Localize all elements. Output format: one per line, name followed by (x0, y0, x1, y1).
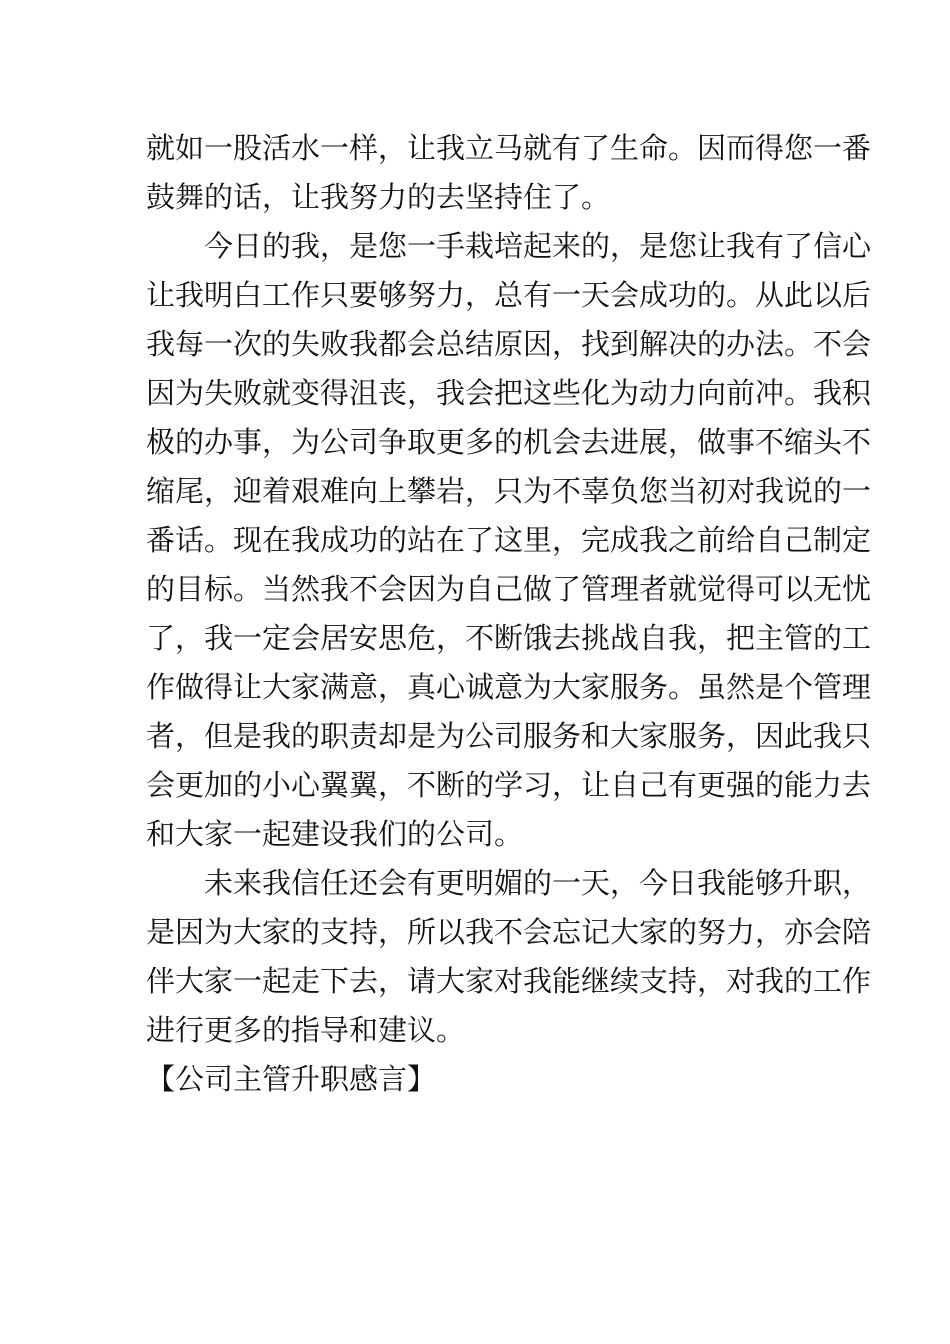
paragraph-2 (146, 222, 872, 859)
text-line: 我每一次的失败我都会总结原因，找到解决的办法。不会 (146, 327, 872, 361)
document-body (146, 124, 872, 1104)
text-line: 未来我信任还会有更明媚的一天，今日我能够升职， (204, 866, 872, 900)
text-line: 就如一股活水一样，让我立马就有了生命。因而得您一番 (146, 131, 872, 165)
text-line: 会更加的小心翼翼，不断的学习，让自己有更强的能力去 (146, 768, 872, 802)
text-line: 了，我一定会居安思危，不断饿去挑战自我，把主管的工 (146, 621, 872, 655)
text-line: 今日的我，是您一手栽培起来的，是您让我有了信心 (204, 229, 872, 263)
text-line: 缩尾，迎着艰难向上攀岩，只为不辜负您当初对我说的一 (146, 474, 872, 508)
text-line: 作做得让大家满意，真心诚意为大家服务。虽然是个管理 (146, 670, 872, 704)
text-line: 让我明白工作只要够努力，总有一天会成功的。从此以后 (146, 278, 872, 312)
text-line: 因为失败就变得沮丧，我会把这些化为动力向前冲。我积 (146, 376, 872, 410)
text-line: 鼓舞的话，让我努力的去坚持住了。 (146, 180, 611, 214)
section-heading: 【公司主管升职感言】 (146, 1062, 437, 1096)
text-line: 和大家一起建设我们的公司。 (146, 817, 524, 851)
text-line: 伴大家一起走下去，请大家对我能继续支持，对我的工作 (146, 964, 872, 998)
text-line: 者，但是我的职责却是为公司服务和大家服务，因此我只 (146, 719, 872, 753)
text-line: 番话。现在我成功的站在了这里，完成我之前给自己制定 (146, 523, 872, 557)
text-line: 极的办事，为公司争取更多的机会去进展，做事不缩头不 (146, 425, 872, 459)
text-line: 的目标。当然我不会因为自己做了管理者就觉得可以无忧 (146, 572, 872, 606)
paragraph-3 (146, 859, 872, 1055)
text-line: 进行更多的指导和建议。 (146, 1013, 466, 1047)
paragraph-1 (146, 124, 872, 222)
text-line: 是因为大家的支持，所以我不会忘记大家的努力，亦会陪 (146, 915, 872, 949)
